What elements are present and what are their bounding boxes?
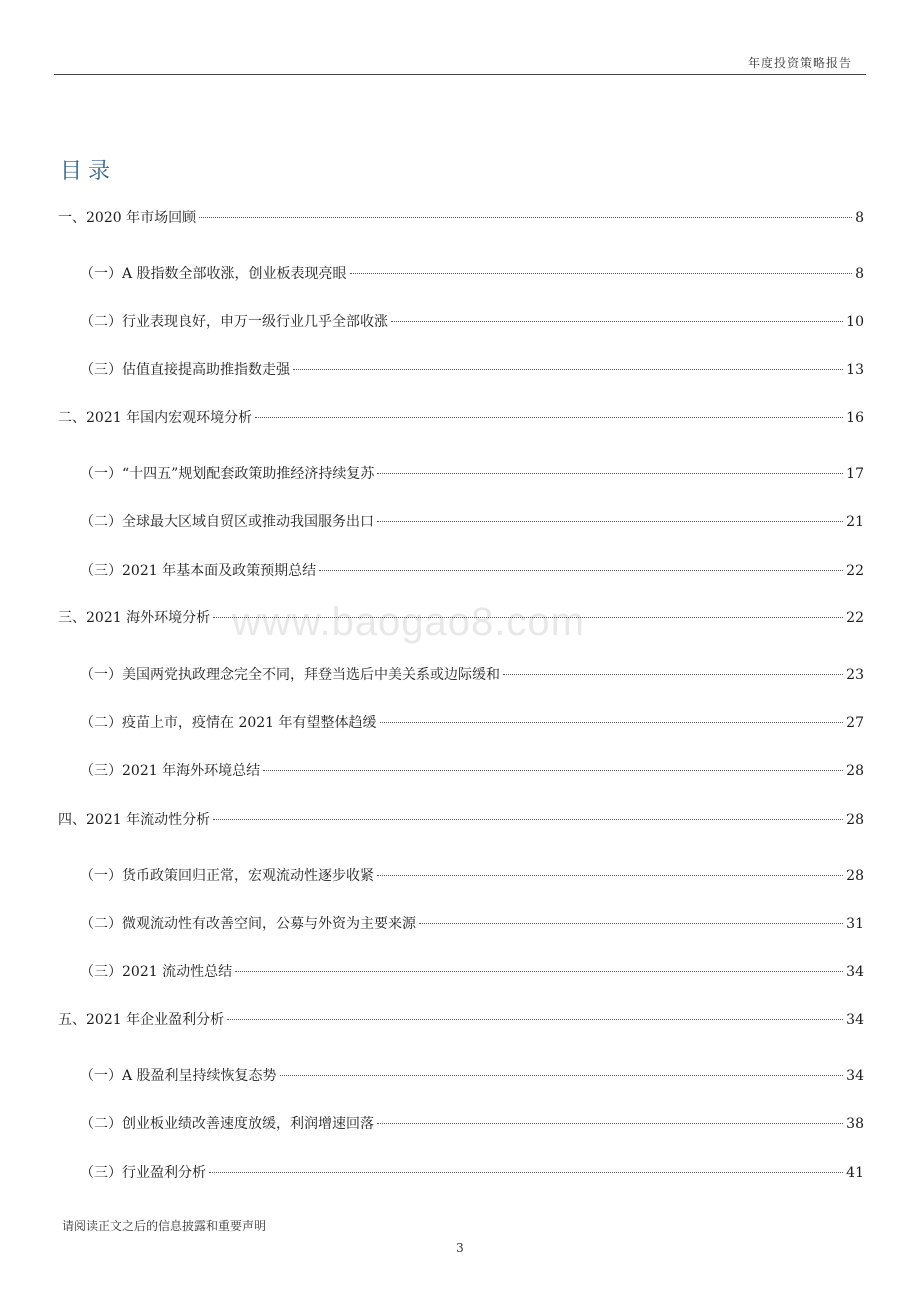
toc-entry-section-5-2[interactable] (80, 1114, 864, 1134)
toc-entry-page: 13 (846, 362, 864, 378)
toc-entry-page: 34 (846, 964, 864, 980)
toc-entry-page: 21 (846, 514, 864, 530)
toc-entry-title: （三）2021 年基本面及政策预期总结 (80, 563, 317, 579)
toc-entry-title: （二）全球最大区域自贸区或推动我国服务出口 (80, 514, 374, 530)
toc-entry-page: 22 (846, 563, 864, 579)
toc-entry-title: 一、2020 年市场回顾 (58, 210, 197, 226)
toc-leader-dots (380, 722, 844, 723)
toc-leader-dots (227, 1019, 843, 1020)
toc-entry-title: （二）微观流动性有改善空间，公募与外资为主要来源 (80, 916, 416, 932)
toc-entry-title: （二）疫苗上市，疫情在 2021 年有望整体趋缓 (80, 715, 377, 731)
toc-entry-section-3-2[interactable] (80, 713, 864, 733)
toc-entry-title: 三、2021 海外环境分析 (58, 610, 211, 626)
toc-entry-section-1-2[interactable] (80, 312, 864, 332)
watermark: www.baogao8.com (232, 600, 585, 644)
toc-entry-page: 31 (846, 916, 864, 932)
toc-entry-section-5-3[interactable] (80, 1163, 864, 1183)
toc-leader-dots (350, 273, 853, 274)
toc-entry-page: 8 (855, 266, 864, 282)
toc-entry-section-1[interactable] (58, 208, 864, 228)
toc-leader-dots (377, 1123, 843, 1124)
toc-leader-dots (255, 417, 843, 418)
page-number: 3 (456, 1241, 464, 1255)
toc-entry-title: 五、2021 年企业盈利分析 (58, 1012, 225, 1028)
toc-leader-dots (199, 217, 852, 218)
toc-entry-section-1-1[interactable] (80, 264, 864, 284)
toc-entry-section-5[interactable] (58, 1010, 864, 1030)
toc-entry-page: 28 (846, 812, 864, 828)
toc-heading: 目录 (60, 159, 117, 184)
toc-entry-section-3-3[interactable] (80, 761, 864, 781)
toc-leader-dots (263, 770, 843, 771)
toc-entry-title: 四、2021 年流动性分析 (58, 812, 211, 828)
toc-entry-section-2-2[interactable] (80, 512, 864, 532)
toc-leader-dots (280, 1075, 844, 1076)
toc-entry-page: 16 (846, 410, 864, 426)
toc-entry-page: 38 (846, 1116, 864, 1132)
toc-entry-page: 8 (855, 210, 864, 226)
toc-entry-section-1-3[interactable] (80, 360, 864, 380)
toc-entry-section-4-3[interactable] (80, 962, 864, 982)
toc-entry-title: 二、2021 年国内宏观环境分析 (58, 410, 253, 426)
toc-entry-section-4-2[interactable] (80, 914, 864, 934)
toc-entry-title: （一）货币政策回归正常，宏观流动性逐步收紧 (80, 868, 374, 884)
toc-entry-section-2-1[interactable] (80, 464, 864, 484)
toc-leader-dots (419, 923, 843, 924)
toc-leader-dots (391, 321, 843, 322)
toc-leader-dots (209, 1172, 843, 1173)
toc-leader-dots (235, 971, 843, 972)
toc-entry-page: 34 (846, 1068, 864, 1084)
toc-entry-page: 41 (846, 1165, 864, 1181)
toc-entry-section-3-1[interactable] (80, 665, 864, 685)
toc-entry-section-4[interactable] (58, 810, 864, 830)
toc-entry-page: 34 (846, 1012, 864, 1028)
toc-entry-page: 28 (846, 868, 864, 884)
toc-entry-page: 28 (846, 763, 864, 779)
toc-entry-section-4-1[interactable] (80, 866, 864, 886)
toc-leader-dots (319, 570, 843, 571)
toc-entry-section-2[interactable] (58, 408, 864, 428)
toc-entry-title: （一）美国两党执政理念完全不同，拜登当选后中美关系或边际缓和 (80, 667, 500, 683)
toc-leader-dots (377, 473, 843, 474)
toc-leader-dots (213, 819, 843, 820)
toc-entry-title: （三）行业盈利分析 (80, 1165, 206, 1181)
toc-entry-title: （三）估值直接提高助推指数走强 (80, 362, 290, 378)
toc-entry-title: （一）A 股盈利呈持续恢复态势 (80, 1068, 277, 1084)
toc-entry-title: （三）2021 年海外环境总结 (80, 763, 261, 779)
toc-leader-dots (503, 674, 843, 675)
report-type-header: 年度投资策略报告 (747, 56, 852, 70)
toc-leader-dots (377, 521, 843, 522)
toc-entry-section-2-3[interactable] (80, 561, 864, 581)
toc-entry-page: 23 (846, 667, 864, 683)
toc-entry-page: 22 (846, 610, 864, 626)
toc-entry-title: （一）“十四五”规划配套政策助推经济持续复苏 (80, 466, 375, 482)
toc-entry-title: （二）创业板业绩改善速度放缓，利润增速回落 (80, 1116, 374, 1132)
toc-entry-title: （二）行业表现良好，申万一级行业几乎全部收涨 (80, 314, 388, 330)
toc-entry-title: （三）2021 流动性总结 (80, 964, 233, 980)
toc-entry-page: 27 (846, 715, 864, 731)
toc-leader-dots (293, 369, 843, 370)
toc-entry-title: （一）A 股指数全部收涨，创业板表现亮眼 (80, 266, 347, 282)
toc-leader-dots (377, 875, 843, 876)
disclaimer-note: 请阅读正文之后的信息披露和重要声明 (62, 1219, 267, 1233)
toc-entry-page: 10 (846, 314, 864, 330)
toc-entry-section-5-1[interactable] (80, 1066, 864, 1086)
toc-entry-page: 17 (846, 466, 864, 482)
